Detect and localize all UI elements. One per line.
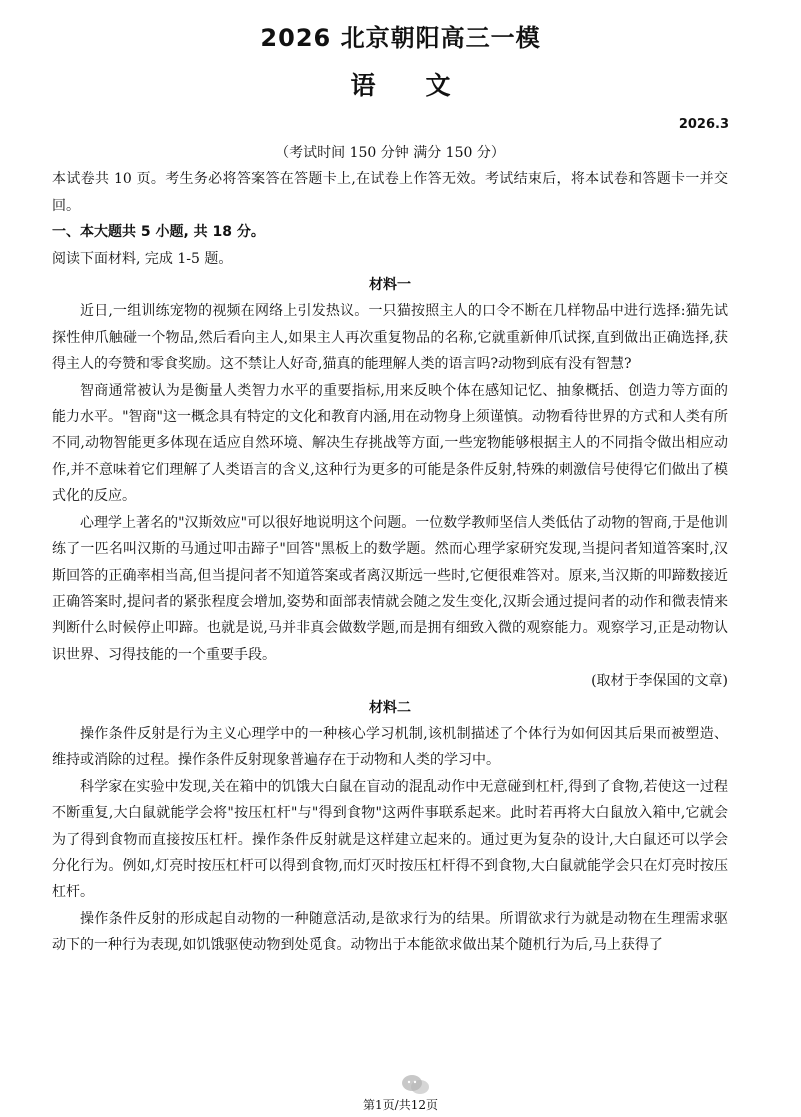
material-2-paragraph: 操作条件反射的形成起自动物的一种随意活动,是欲求行为的结果。所谓欲求行为就是动物在生理需求驱动下的一种行为表现,如饥饿驱使动物到处觅食。动物出于本能欲求做出某个随机行为后,马上获得了 [52, 910, 728, 954]
material-1-title: 材料一 [369, 277, 411, 294]
material-2-title: 材料二 [369, 699, 411, 716]
material-1-paragraph: 心理学上著名的"汉斯效应"可以很好地说明这个问题。一位数学教师坚信人类低估了动物的智商,于是他训练了一匹名叫汉斯的马通过叩击蹄子"回答"黑板上的数学题。然而心理学家研究发现,当提问者知道答案时,汉斯回答的正确率相当高,但当提问者不知道答案或者离汉斯远一些时,它便很难答对。原来,当汉斯的叩蹄数接近正确答案时,提问者的紧张程度会增加,姿势和面部表情就会随之发生变化,汉斯会通过提问者的动作和微表情来判断什么时候停止叩蹄。也就是说,马并非真会做数学题,而是拥有细致入微的观察能力。观察学习,正是动物认识世界、习得技能的一个重要手段。 [52, 514, 728, 663]
instructions: 本试卷共 10 页。考生务必将答案答在答题卡上,在试卷上作答无效。考试结束后，将本试卷和答题卡一并交回。 [52, 171, 728, 214]
exam-info: （考试时间 150 分钟 满分 150 分） [275, 145, 505, 161]
section-heading: 一、本大题共 5 小题, 共 18 分。 [52, 224, 265, 241]
material-1-source: (取材于李保国的文章) [591, 673, 728, 690]
material-2-paragraph: 操作条件反射是行为主义心理学中的一种核心学习机制,该机制描述了个体行为如何因其后果而被塑造、维持或消除的过程。操作条件反射现象普遍存在于动物和人类的学习中。 [52, 725, 728, 769]
section-prompt: 阅读下面材料, 完成 1-5 题。 [52, 250, 233, 267]
exam-date: 2026.3 [678, 117, 729, 132]
exam-title: 2026 北京朝阳高三一模 [260, 24, 541, 52]
document-body [52, 140, 728, 959]
subject-title: 语文 [350, 71, 501, 100]
wechat-watermark-icon [401, 1074, 431, 1096]
material-1-paragraph: 近日,一组训练宠物的视频在网络上引发热议。一只猫按照主人的口令不断在几样物品中进行选择:猫先试探性伸爪触碰一个物品,然后看向主人,如果主人再次重复物品的名称,它就重新伸爪试探,直到做出正确选择,获得主人的夸赞和零食奖励。这不禁让人好奇,猫真的能理解人类的语言吗?动物到底有没有智慧? [52, 303, 728, 373]
page-number: 第1页/共12页 [363, 1098, 438, 1112]
material-1-paragraph: 智商通常被认为是衡量人类智力水平的重要指标,用来反映个体在感知记忆、抽象概括、创造力等方面的能力水平。"智商"这一概念具有特定的文化和教育内涵,用在动物身上须谨慎。动物看待世界的方式和人类有所不同,动物智能更多体现在适应自然环境、解决生存挑战等方面,一些宠物能够根据主人的不同指令做出相应动作,并不意味着它们理解了人类语言的含义,这种行为更多的可能是条件反射,特殊的刺激信号使得它们做出了模式化的反应。 [52, 382, 728, 505]
material-2-paragraph: 科学家在实验中发现,关在箱中的饥饿大白鼠在盲动的混乱动作中无意碰到杠杆,得到了食物,若使这一过程不断重复,大白鼠就能学会将"按压杠杆"与"得到食物"这两件事联系起来。此时若再将大白鼠放入箱中,它就会为了得到食物而直接按压杠杆。操作条件反射就是这样建立起来的。通过更为复杂的设计,大白鼠还可以学会分化行为。例如,灯亮时按压杠杆可以得到食物,而灯灭时按压杠杆得不到食物,大白鼠就能学会只在灯亮时按压杠杆。 [52, 778, 728, 901]
